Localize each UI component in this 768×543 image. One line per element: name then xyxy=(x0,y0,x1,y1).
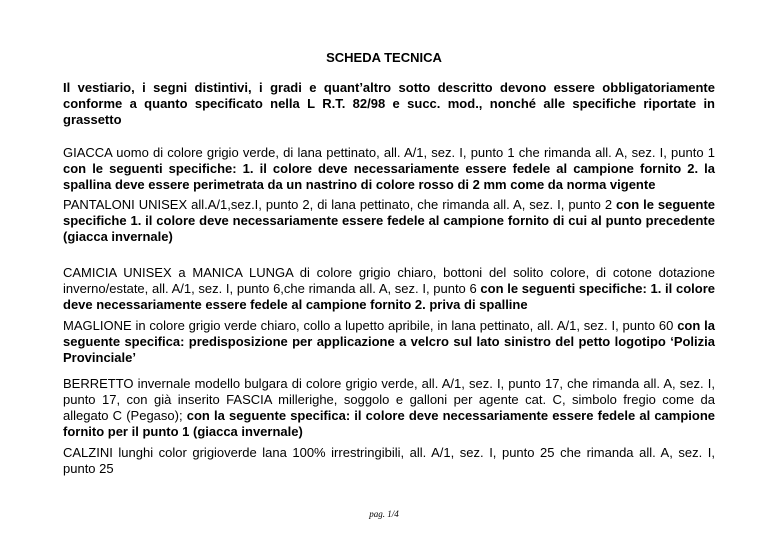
section-maglione xyxy=(63,318,715,366)
page-title: SCHEDA TECNICA xyxy=(326,50,442,65)
section-text: GIACCA uomo di colore grigio verde, di lana pettinato, all. A/1, sez. I, punto 1 che rimanda all. A, sez. I, punto 1 xyxy=(63,145,715,160)
section-berretto xyxy=(63,376,715,440)
section-camicia xyxy=(63,265,715,313)
section-spec: con le seguente specifiche 1. il colore deve necessariamente essere fedele al campione fornito di cui al punto precedente (giacca invernale) xyxy=(63,197,716,244)
section-pantaloni xyxy=(63,197,715,245)
intro-text: Il vestiario, i segni distintivi, i gradi e quant’altro sotto descritto devono essere obbligatoriamente conforme a quanto specificato nella L R.T. 82/98 e succ. mod., nonché alle specifiche riportate in grassetto xyxy=(63,80,715,127)
page-number: pag. 1/4 xyxy=(369,509,399,519)
section-text: BERRETTO invernale modello bulgara di colore grigio verde, all. A/1, sez. I, punto 17, che rimanda all. A, sez. I, punto 17, con già inserito FASCIA millerighe, soggolo e galloni per agente cat. C, simbolo fregio come da allegato C (Pegaso); xyxy=(63,376,715,423)
section-spec: con le seguenti specifiche: 1. il colore deve necessariamente essere fedele al campione fornito 2. la spallina deve essere perimetrata da un nastrino di colore rosso di 2 mm come da norma vigente xyxy=(63,161,715,192)
section-spec: con la seguente specifica: predisposizione per applicazione a velcro sul lato sinistro del petto logotipo ‘Polizia Provinciale’ xyxy=(63,318,715,365)
section-text: PANTALONI UNISEX all.A/1,sez.I, punto 2, di lana pettinato, che rimanda all. A, sez. I, punto 2 xyxy=(63,197,617,212)
section-text: CALZINI lunghi color grigioverde lana 100% irrestringibili, all. A/1, sez. I, punto 25 che rimanda all. A, sez. I, punto 25 xyxy=(63,445,715,476)
section-spec: con la seguente specifica: il colore deve necessariamente essere fedele al campione fornito per il punto 1 (giacca invernale) xyxy=(63,408,716,439)
section-giacca xyxy=(63,145,715,193)
section-calzini xyxy=(63,445,715,477)
section-spec: con le seguenti specifiche: 1. il colore deve necessariamente essere fedele al campione fornito 2. priva di spalline xyxy=(63,281,715,312)
section-text: MAGLIONE in colore grigio verde chiaro, collo a lupetto apribile, in lana pettinato, all. A/1, sez. I, punto 60 xyxy=(63,318,678,333)
section-text: CAMICIA UNISEX a MANICA LUNGA di colore grigio chiaro, bottoni del solito colore, di cotone dotazione inverno/estate, all. A/1, sez. I, punto 6,che rimanda all. A, sez. I, punto 6 xyxy=(63,265,715,296)
intro-paragraph xyxy=(63,80,715,128)
